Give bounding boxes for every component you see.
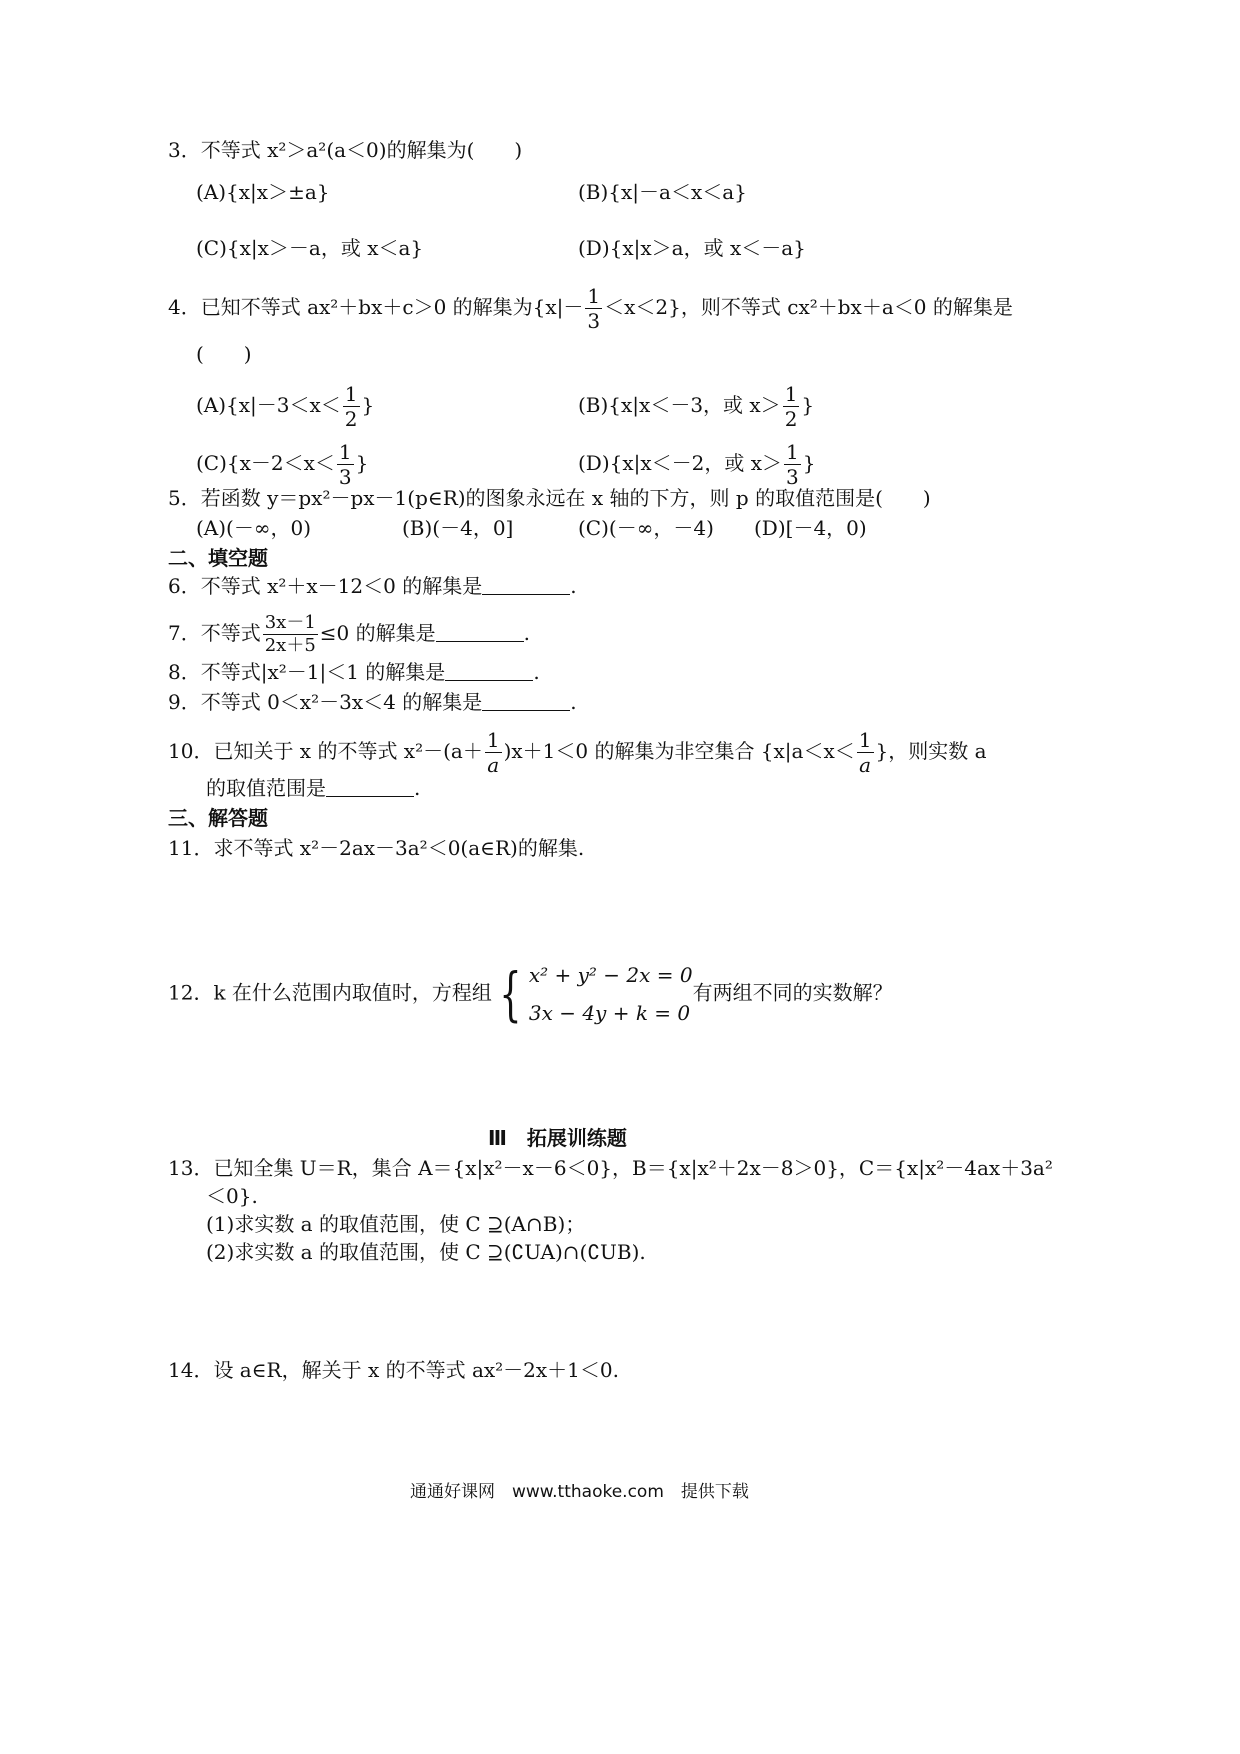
equation-system <box>529 956 693 1032</box>
answer-blank <box>482 692 570 711</box>
question-10-text: 10．已知关于 x 的不等式 x²－(a＋ <box>168 739 483 763</box>
fraction <box>343 384 360 429</box>
q4-stem-pre: 4．已知不等式 ax²＋bx＋c＞0 的解集为{x|－ <box>168 295 584 319</box>
option-text-end: } <box>361 393 375 417</box>
fraction-denominator: a <box>487 753 500 777</box>
option-text-end: } <box>802 451 816 475</box>
question-10 <box>168 730 987 775</box>
fraction-numerator: 1 <box>786 440 799 464</box>
fraction-numerator: 1 <box>486 728 500 752</box>
question-4-stem <box>168 286 1013 331</box>
option-text: (B){x|x＜－3，或 x＞ <box>578 393 781 417</box>
question-6 <box>168 574 577 598</box>
question-9 <box>168 690 577 714</box>
option-text: (C){x－2＜x＜ <box>196 451 335 475</box>
answer-blank <box>482 576 570 595</box>
period: . <box>414 776 421 800</box>
brace-icon: { <box>499 960 522 1028</box>
question-13-part2: (2)求实数 a 的取值范围，使 C ⊇(∁UA)∩(∁UB). <box>206 1240 646 1264</box>
question-5-option-a: (A)(－∞，0) <box>196 516 312 540</box>
fraction-denominator: 2 <box>344 407 358 431</box>
answer-blank <box>326 778 414 797</box>
period: . <box>570 574 577 598</box>
footer-text: 通通好课网 www.tthaoke.com 提供下载 <box>410 1482 749 1502</box>
section-heading-answer: 三、解答题 <box>168 806 268 830</box>
period: . <box>533 660 540 684</box>
option-text-end: } <box>801 393 815 417</box>
option-text: (D){x|x＜－2，或 x＞ <box>578 451 783 475</box>
fraction-denominator: 3 <box>338 465 352 489</box>
fraction <box>784 442 801 487</box>
question-7 <box>168 614 530 655</box>
question-9-text: 9．不等式 0＜x²－3x＜4 的解集是 <box>168 690 483 714</box>
period: . <box>570 690 577 714</box>
question-7-text-end: ≤0 的解集是 <box>319 621 436 645</box>
question-4-option-a <box>196 384 374 429</box>
fraction-numerator: 1 <box>784 382 798 406</box>
question-3-option-d: (D){x|x＞a，或 x＜－a} <box>578 236 806 260</box>
fraction-numerator: 1 <box>338 440 352 464</box>
answer-blank <box>445 662 533 681</box>
section-heading-extension: Ⅲ 拓展训练题 <box>488 1126 627 1150</box>
q4-stem-post: ＜x＜2}，则不等式 cx²＋bx＋a＜0 的解集是 <box>604 295 1013 319</box>
question-3-option-b: (B){x|－a＜x＜a} <box>578 180 747 204</box>
question-12-text: 12．k 在什么范围内取值时，方程组 <box>168 980 492 1005</box>
fraction <box>263 614 318 655</box>
equation-1: x² + y² − 2x = 0 <box>528 963 693 987</box>
answer-blank <box>436 623 524 642</box>
question-3-option-c: (C){x|x＞－a，或 x＜a} <box>196 236 424 260</box>
fraction-numerator: 1 <box>344 382 358 406</box>
fraction-denominator: 2x＋5 <box>264 635 316 656</box>
fraction <box>857 730 874 775</box>
question-11: 11．求不等式 x²－2ax－3a²＜0(a∈R)的解集. <box>168 836 585 860</box>
question-14: 14．设 a∈R，解关于 x 的不等式 ax²－2x＋1＜0. <box>168 1358 619 1382</box>
section-heading-fill-in: 二、填空题 <box>168 546 268 570</box>
question-13-line2: ＜0}. <box>206 1184 258 1208</box>
question-10-text-mid: )x＋1＜0 的解集为非空集合 {x|a＜x＜ <box>503 739 855 763</box>
question-5-option-c: (C)(－∞，－4) <box>578 516 714 540</box>
question-3-option-a: (A){x|x＞±a} <box>196 180 330 204</box>
equation-2: 3x − 4y + k = 0 <box>528 1001 691 1025</box>
fraction <box>585 286 602 331</box>
question-4-option-c <box>196 442 368 487</box>
fraction-denominator: 3 <box>587 309 601 333</box>
question-13-line1: 13．已知全集 U＝R，集合 A＝{x|x²－x－6＜0}，B＝{x|x²＋2x－8＞0}，C＝{x|x²－4ax＋3a² <box>168 1156 1053 1180</box>
question-5-stem: 5．若函数 y＝px²－px－1(p∈R)的图象永远在 x 轴的下方，则 p 的取值范围是( ) <box>168 486 931 510</box>
question-8-text: 8．不等式|x²－1|＜1 的解集是 <box>168 660 446 684</box>
fraction <box>485 730 502 775</box>
question-10-line2-text: 的取值范围是 <box>206 776 326 800</box>
question-12-text-end: 有两组不同的实数解？ <box>692 980 893 1005</box>
period: . <box>523 621 530 645</box>
question-7-text: 7．不等式 <box>168 621 261 645</box>
question-10-line2 <box>206 776 420 800</box>
fraction-denominator: a <box>859 753 872 777</box>
question-5-option-b: (B)(－4，0] <box>402 516 514 540</box>
question-4-option-d <box>578 442 816 487</box>
question-3-stem: 3．不等式 x²＞a²(a＜0)的解集为( ) <box>168 138 523 162</box>
option-text-end: } <box>355 451 369 475</box>
fraction-denominator: 2 <box>784 407 798 431</box>
fraction-numerator: 1 <box>587 284 601 308</box>
question-12 <box>168 956 893 1032</box>
question-8 <box>168 660 540 684</box>
question-4-option-b <box>578 384 814 429</box>
question-10-text-end: }，则实数 a <box>875 739 987 763</box>
option-text: (A){x|－3＜x＜ <box>196 393 341 417</box>
question-5-option-d: (D)[－4，0) <box>754 516 867 540</box>
fraction-numerator: 1 <box>858 728 872 752</box>
fraction <box>783 384 800 429</box>
question-6-text: 6．不等式 x²＋x－12＜0 的解集是 <box>168 574 483 598</box>
fraction <box>337 442 354 487</box>
fraction-numerator: 3x－1 <box>264 612 316 633</box>
fraction-denominator: 3 <box>786 465 799 489</box>
question-13-part1: (1)求实数 a 的取值范围，使 C ⊇(A∩B)； <box>206 1212 586 1236</box>
question-4-paren: ( ) <box>196 342 252 366</box>
